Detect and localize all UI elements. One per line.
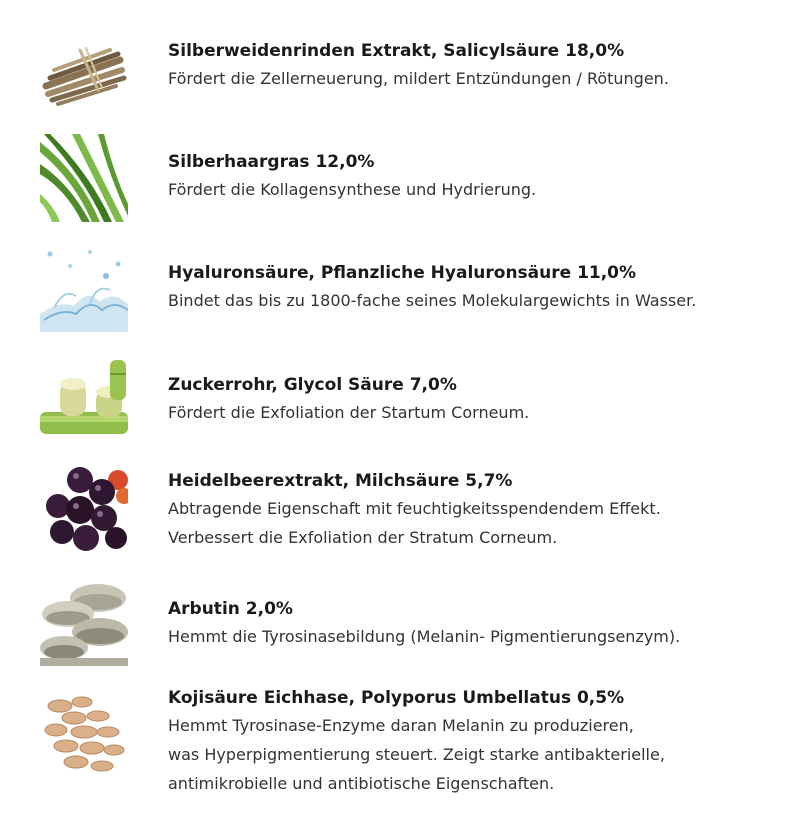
ingredient-title: Silberhaargras 12,0%	[168, 152, 375, 172]
ingredient-description: Abtragende Eigenschaft mit feuchtigkeitsspendendem Effekt.	[168, 499, 661, 518]
ingredient-description: Verbessert die Exfoliation der Stratum Corneum.	[168, 528, 558, 547]
ingredient-description: Fördert die Zellerneuerung, mildert Entzündungen / Rötungen.	[168, 69, 669, 88]
ingredient-description: Hemmt Tyrosinase-Enzyme daran Melanin zu produzieren,	[168, 716, 634, 735]
mushroom-icon	[40, 578, 128, 666]
polypore-fungus-icon	[40, 692, 128, 780]
water-splash-icon	[40, 244, 128, 332]
ingredient-title: Silberweidenrinden Extrakt, Salicylsäure 18,0%	[168, 41, 625, 61]
willow-bark-icon	[40, 30, 128, 118]
grass-icon	[40, 134, 128, 222]
ingredient-title: Zuckerrohr, Glycol Säure 7,0%	[168, 375, 457, 395]
ingredient-title: Heidelbeerextrakt, Milchsäure 5,7%	[168, 471, 513, 491]
ingredient-title: Arbutin 2,0%	[168, 599, 293, 619]
ingredient-description: Fördert die Kollagensynthese und Hydrierung.	[168, 180, 537, 199]
ingredient-description: Bindet das bis zu 1800-fache seines Molekulargewichts in Wasser.	[168, 291, 697, 310]
ingredient-description: Hemmt die Tyrosinasebildung (Melanin- Pigmentierungsenzym).	[168, 627, 681, 646]
sugarcane-icon	[40, 356, 128, 444]
ingredient-description: antimikrobielle und antibiotische Eigenschaften.	[168, 774, 555, 793]
ingredient-title: Hyaluronsäure, Pflanzliche Hyaluronsäure 11,0%	[168, 263, 637, 283]
ingredient-title: Kojisäure Eichhase, Polyporus Umbellatus 0,5%	[168, 688, 625, 708]
ingredient-description: Fördert die Exfoliation der Startum Corneum.	[168, 403, 530, 422]
ingredient-description: was Hyperpigmentierung steuert. Zeigt starke antibakterielle,	[168, 745, 665, 764]
blueberry-icon	[40, 466, 128, 554]
